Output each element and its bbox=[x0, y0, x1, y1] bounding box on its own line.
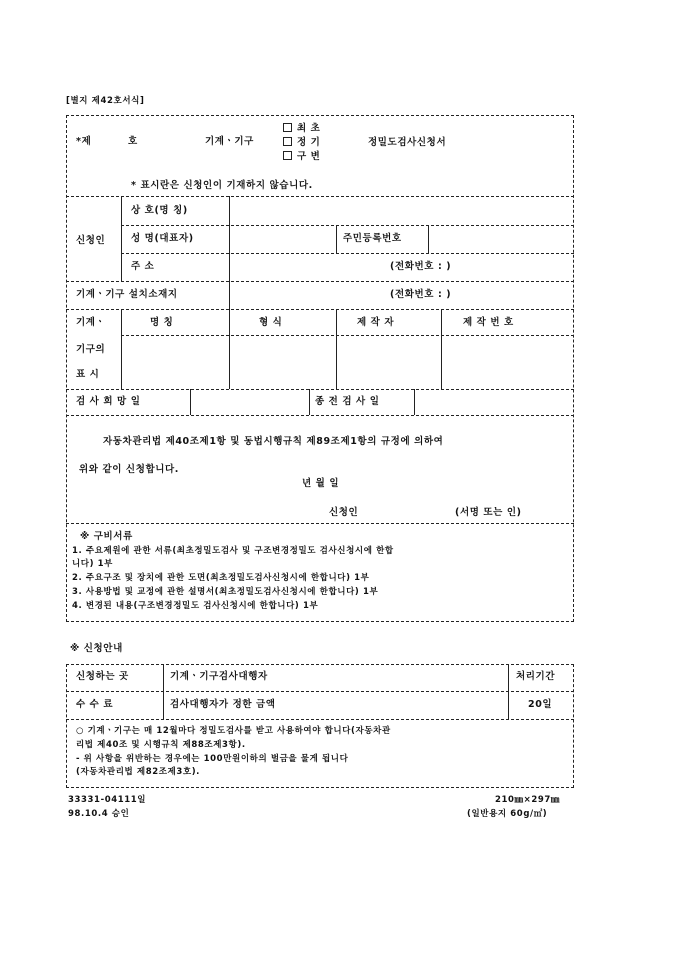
machine-label-3: 표 시 bbox=[76, 369, 100, 380]
guide-note: 리법 제40조 및 시행규칙 제88조제3항). bbox=[76, 740, 246, 750]
document-item: 니다) 1부 bbox=[72, 559, 113, 569]
applicant-label: 신청인 bbox=[76, 235, 106, 246]
processing-period-value: 20일 bbox=[528, 699, 553, 710]
form-title: 정밀도검사신청서 bbox=[368, 137, 447, 148]
applicant-phone-label: (전화번호 : ) bbox=[390, 261, 452, 272]
approval-date: 98.10.4 승인 bbox=[68, 809, 130, 819]
form-id: [별지 제42호서식] bbox=[66, 96, 145, 106]
document-item: 4. 변경된 내용(구조변경정밀도 검사신청시에 한합니다) 1부 bbox=[72, 601, 319, 611]
col-model: 형 식 bbox=[259, 317, 283, 328]
guide-note: (자동차관리법 제82조제3호). bbox=[76, 767, 201, 777]
guide-title: ※ 신청안내 bbox=[70, 643, 123, 654]
applicant-sign-label: 신청인 bbox=[329, 507, 359, 518]
previous-inspection-label: 종 전 검 사 일 bbox=[315, 396, 380, 407]
declaration-line-1: 자동차관리법 제40조제1항 및 동법시행규칙 제89조제1항의 규정에 의하여 bbox=[103, 436, 444, 447]
col-serial: 제 작 번 호 bbox=[463, 317, 514, 328]
document-item: 3. 사용방법 및 교정에 관한 설명서(최초정밀도검사신청시에 한합니다) 1부 bbox=[72, 587, 379, 597]
paper-size: 210㎜×297㎜ bbox=[495, 795, 561, 805]
checkbox-temporary[interactable] bbox=[283, 151, 292, 160]
option-temporary: 구 변 bbox=[297, 151, 321, 162]
fee-label: 수 수 료 bbox=[76, 699, 114, 710]
declaration-date: 년 월 일 bbox=[302, 478, 340, 489]
guide-note: - 위 사항을 위반하는 경우에는 100만원이하의 벌금을 물게 됩니다 bbox=[76, 754, 349, 764]
number-suffix: 호 bbox=[128, 136, 138, 147]
form-code: 33331-04111일 bbox=[68, 795, 147, 805]
document-item: 2. 주요구조 및 장치에 관한 도면(최초정밀도검사신청시에 한합니다) 1부 bbox=[72, 573, 370, 583]
option-regular: 정 기 bbox=[297, 137, 321, 148]
number-label: *제 bbox=[76, 136, 92, 147]
machine-label-1: 기계ㆍ bbox=[76, 317, 106, 328]
processing-period-label: 처리기간 bbox=[516, 671, 556, 682]
address-label: 주 소 bbox=[131, 261, 155, 272]
col-maker: 제 작 자 bbox=[357, 317, 395, 328]
name-label: 상 호(명 칭) bbox=[131, 205, 188, 216]
checkbox-first[interactable] bbox=[283, 123, 292, 132]
declaration-line-2: 위와 같이 신청합니다. bbox=[79, 464, 180, 475]
location-phone-label: (전화번호 : ) bbox=[390, 289, 452, 300]
documents-title: ※ 구비서류 bbox=[80, 531, 133, 542]
guide-note: ○ 기계ㆍ기구는 매 12월마다 정밀도검사를 받고 사용하여야 합니다(자동차관 bbox=[76, 726, 391, 736]
option-first: 최 초 bbox=[297, 123, 321, 134]
checkbox-regular[interactable] bbox=[283, 137, 292, 146]
col-name: 명 칭 bbox=[150, 317, 174, 328]
sign-or-seal: (서명 또는 인) bbox=[455, 507, 522, 518]
representative-label: 성 명(대표자) bbox=[131, 233, 194, 244]
location-label: 기계ㆍ기구 설치소재지 bbox=[76, 289, 178, 300]
submit-place-label: 신청하는 곳 bbox=[76, 671, 129, 682]
document-item: 1. 주요제원에 관한 서류(최초정밀도검사 및 구조변경정밀도 검사신청시에 한합 bbox=[72, 546, 394, 556]
inspection-date-label: 검 사 희 망 일 bbox=[76, 396, 141, 407]
resident-id-label: 주민등록번호 bbox=[343, 233, 402, 244]
submit-place-value: 기계ㆍ기구검사대행자 bbox=[170, 671, 268, 682]
machine-label-2: 기구의 bbox=[76, 344, 106, 355]
fee-value: 검사대행자가 정한 금액 bbox=[170, 699, 276, 710]
subject-label: 기계ㆍ기구 bbox=[205, 136, 254, 147]
note: * 표시란은 신청인이 기재하지 않습니다. bbox=[131, 180, 313, 191]
paper-type: (일반용지 60g/㎡) bbox=[467, 809, 548, 819]
